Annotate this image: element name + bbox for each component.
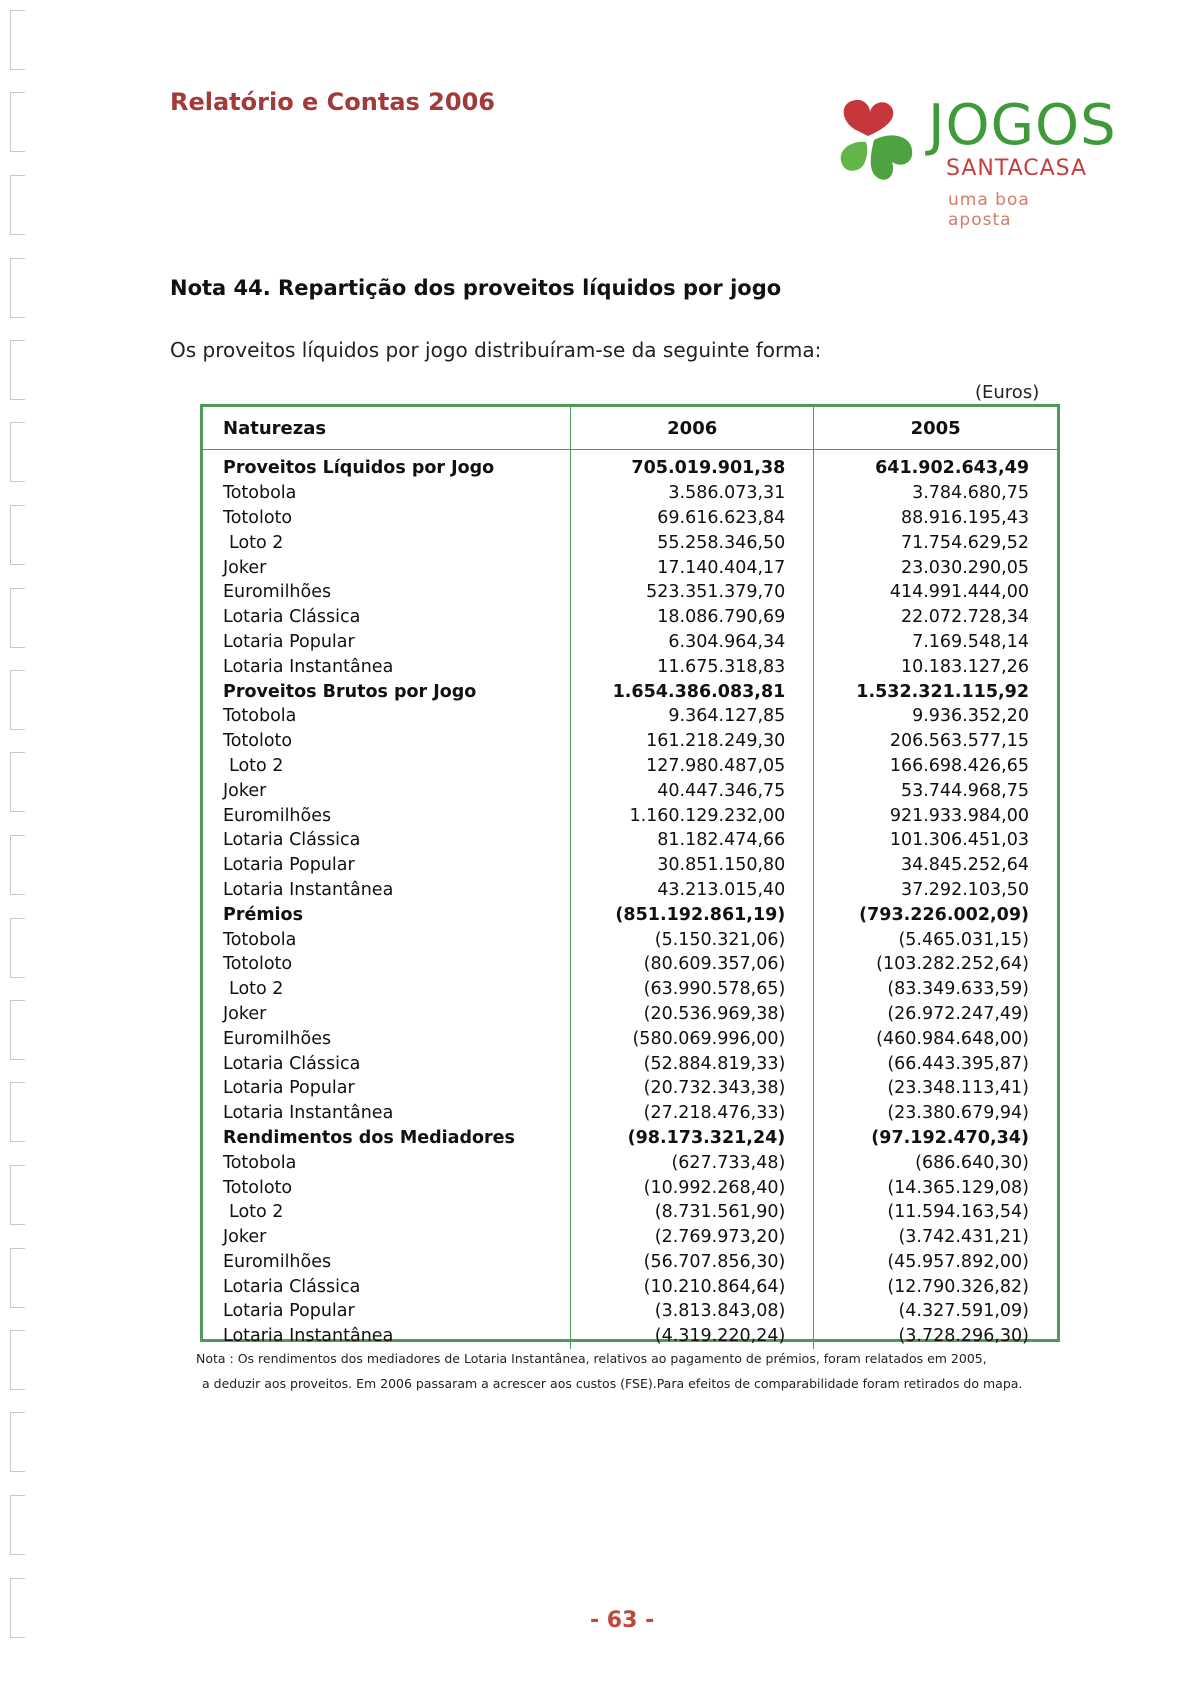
value-2005: (26.972.247,49) bbox=[814, 1002, 1057, 1027]
value-2006: (5.150.321,06) bbox=[571, 927, 814, 952]
table-row bbox=[203, 506, 1057, 531]
page-number: - 63 - bbox=[590, 1608, 655, 1633]
table-row bbox=[203, 1175, 1057, 1200]
table-row bbox=[203, 952, 1057, 977]
value-2005: 921.933.984,00 bbox=[814, 803, 1057, 828]
value-2006: 523.351.379,70 bbox=[571, 580, 814, 605]
value-2006: (10.992.268,40) bbox=[571, 1175, 814, 1200]
value-2006: (2.769.973,20) bbox=[571, 1225, 814, 1250]
row-label: Totobola bbox=[223, 706, 297, 727]
value-2006: (63.990.578,65) bbox=[571, 977, 814, 1002]
row-label: Lotaria Clássica bbox=[223, 1053, 361, 1074]
note-title: Nota 44. Repartição dos proveitos líquidos por jogo bbox=[170, 276, 782, 300]
value-2006: (80.609.357,06) bbox=[571, 952, 814, 977]
table-row bbox=[203, 530, 1057, 555]
value-2006: 17.140.404,17 bbox=[571, 555, 814, 580]
value-2006: 18.086.790,69 bbox=[571, 605, 814, 630]
row-label: Euromilhões bbox=[223, 582, 332, 603]
value-2006: 9.364.127,85 bbox=[571, 704, 814, 729]
table-row bbox=[203, 1250, 1057, 1275]
col-header-2005: 2005 bbox=[814, 407, 1057, 450]
row-label: Joker bbox=[223, 1003, 267, 1024]
table-row bbox=[203, 1051, 1057, 1076]
value-2006: (52.884.819,33) bbox=[571, 1051, 814, 1076]
table-row bbox=[203, 555, 1057, 580]
value-2005: 206.563.577,15 bbox=[814, 729, 1057, 754]
col-header-2006: 2006 bbox=[571, 407, 814, 450]
table-row bbox=[203, 778, 1057, 803]
clover-logo-icon bbox=[830, 94, 925, 184]
value-2006: (98.173.321,24) bbox=[571, 1126, 814, 1151]
col-header-naturezas: Naturezas bbox=[203, 407, 571, 450]
row-label: Loto 2 bbox=[229, 1202, 284, 1223]
table-row bbox=[203, 1324, 1057, 1349]
table-row bbox=[203, 1150, 1057, 1175]
value-2006: (851.192.861,19) bbox=[571, 902, 814, 927]
row-label: Loto 2 bbox=[229, 755, 284, 776]
row-label: Totobola bbox=[223, 1152, 297, 1173]
table-row bbox=[203, 729, 1057, 754]
row-label: Lotaria Popular bbox=[223, 1301, 355, 1322]
table-row bbox=[203, 803, 1057, 828]
table-row bbox=[203, 450, 1057, 481]
row-label: Lotaria Instantânea bbox=[223, 1103, 394, 1124]
row-label: Totoloto bbox=[223, 731, 293, 752]
row-label: Rendimentos dos Mediadores bbox=[223, 1127, 515, 1148]
row-label: Prémios bbox=[223, 904, 303, 925]
value-2006: (3.813.843,08) bbox=[571, 1299, 814, 1324]
revenue-table bbox=[200, 404, 1060, 1347]
row-label: Joker bbox=[223, 1227, 267, 1248]
table-row bbox=[203, 1101, 1057, 1126]
row-label: Lotaria Instantânea bbox=[223, 879, 394, 900]
value-2005: 101.306.451,03 bbox=[814, 828, 1057, 853]
value-2006: 40.447.346,75 bbox=[571, 778, 814, 803]
table-row bbox=[203, 878, 1057, 903]
value-2006: 1.654.386.083,81 bbox=[571, 679, 814, 704]
value-2005: (460.984.648,00) bbox=[814, 1026, 1057, 1051]
value-2006: (27.218.476,33) bbox=[571, 1101, 814, 1126]
table-row bbox=[203, 1200, 1057, 1225]
row-label: Totobola bbox=[223, 929, 297, 950]
logo-slogan: uma boa aposta bbox=[948, 190, 1030, 230]
table-row bbox=[203, 927, 1057, 952]
table-row bbox=[203, 704, 1057, 729]
value-2006: (20.732.343,38) bbox=[571, 1076, 814, 1101]
row-label: Loto 2 bbox=[229, 979, 284, 1000]
table-row bbox=[203, 630, 1057, 655]
value-2005: 3.784.680,75 bbox=[814, 481, 1057, 506]
table-row bbox=[203, 853, 1057, 878]
value-2006: (4.319.220,24) bbox=[571, 1324, 814, 1349]
value-2005: 22.072.728,34 bbox=[814, 605, 1057, 630]
unit-label: (Euros) bbox=[975, 382, 1040, 403]
footnote bbox=[196, 1346, 1022, 1396]
value-2005: (23.380.679,94) bbox=[814, 1101, 1057, 1126]
row-label: Totoloto bbox=[223, 507, 293, 528]
table-row bbox=[203, 1076, 1057, 1101]
value-2005: (45.957.892,00) bbox=[814, 1250, 1057, 1275]
row-label: Loto 2 bbox=[229, 532, 284, 553]
value-2005: 34.845.252,64 bbox=[814, 853, 1057, 878]
value-2005: 10.183.127,26 bbox=[814, 654, 1057, 679]
value-2005: 7.169.548,14 bbox=[814, 630, 1057, 655]
value-2005: (11.594.163,54) bbox=[814, 1200, 1057, 1225]
value-2006: (10.210.864,64) bbox=[571, 1274, 814, 1299]
table-row bbox=[203, 828, 1057, 853]
row-label: Lotaria Clássica bbox=[223, 1276, 361, 1297]
row-label: Joker bbox=[223, 780, 267, 801]
value-2005: (66.443.395,87) bbox=[814, 1051, 1057, 1076]
value-2006: (20.536.969,38) bbox=[571, 1002, 814, 1027]
row-label: Proveitos Líquidos por Jogo bbox=[223, 458, 495, 479]
row-label: Euromilhões bbox=[223, 1028, 332, 1049]
value-2005: (793.226.002,09) bbox=[814, 902, 1057, 927]
value-2005: (23.348.113,41) bbox=[814, 1076, 1057, 1101]
table-row bbox=[203, 1225, 1057, 1250]
logo-brand-subtext: SANTACASA bbox=[946, 156, 1088, 181]
row-label: Lotaria Clássica bbox=[223, 830, 361, 851]
table-row bbox=[203, 977, 1057, 1002]
value-2006: 81.182.474,66 bbox=[571, 828, 814, 853]
row-label: Euromilhões bbox=[223, 805, 332, 826]
value-2005: (97.192.470,34) bbox=[814, 1126, 1057, 1151]
value-2005: 414.991.444,00 bbox=[814, 580, 1057, 605]
value-2006: 43.213.015,40 bbox=[571, 878, 814, 903]
table-row bbox=[203, 1126, 1057, 1151]
value-2005: 37.292.103,50 bbox=[814, 878, 1057, 903]
note-intro: Os proveitos líquidos por jogo distribuíram-se da seguinte forma: bbox=[170, 338, 822, 362]
row-label: Totoloto bbox=[223, 954, 293, 975]
value-2006: 1.160.129.232,00 bbox=[571, 803, 814, 828]
value-2005: (3.728.296,30) bbox=[814, 1324, 1057, 1349]
row-label: Proveitos Brutos por Jogo bbox=[223, 681, 477, 702]
row-label: Lotaria Instantânea bbox=[223, 1326, 394, 1347]
table-row bbox=[203, 754, 1057, 779]
table-row bbox=[203, 1274, 1057, 1299]
table-row bbox=[203, 902, 1057, 927]
row-label: Totobola bbox=[223, 483, 297, 504]
value-2005: 641.902.643,49 bbox=[814, 450, 1057, 481]
table-header-row bbox=[203, 407, 1057, 450]
value-2006: 6.304.964,34 bbox=[571, 630, 814, 655]
value-2005: 53.744.968,75 bbox=[814, 778, 1057, 803]
value-2005: 166.698.426,65 bbox=[814, 754, 1057, 779]
table-row bbox=[203, 580, 1057, 605]
value-2006: (56.707.856,30) bbox=[571, 1250, 814, 1275]
table-row bbox=[203, 1002, 1057, 1027]
logo-brand-text: JOGOS bbox=[928, 93, 1117, 158]
value-2005: (4.327.591,09) bbox=[814, 1299, 1057, 1324]
value-2005: (3.742.431,21) bbox=[814, 1225, 1057, 1250]
row-label: Lotaria Popular bbox=[223, 1078, 355, 1099]
value-2005: 23.030.290,05 bbox=[814, 555, 1057, 580]
report-title: Relatório e Contas 2006 bbox=[170, 88, 495, 116]
value-2005: (103.282.252,64) bbox=[814, 952, 1057, 977]
table-row bbox=[203, 1299, 1057, 1324]
value-2005: (12.790.326,82) bbox=[814, 1274, 1057, 1299]
row-label: Joker bbox=[223, 557, 267, 578]
table-row bbox=[203, 654, 1057, 679]
value-2005: 88.916.195,43 bbox=[814, 506, 1057, 531]
row-label: Lotaria Clássica bbox=[223, 607, 361, 628]
value-2005: (5.465.031,15) bbox=[814, 927, 1057, 952]
value-2006: 3.586.073,31 bbox=[571, 481, 814, 506]
value-2006: (627.733,48) bbox=[571, 1150, 814, 1175]
row-label: Lotaria Instantânea bbox=[223, 656, 394, 677]
value-2006: 69.616.623,84 bbox=[571, 506, 814, 531]
row-label: Lotaria Popular bbox=[223, 631, 355, 652]
value-2005: (83.349.633,59) bbox=[814, 977, 1057, 1002]
row-label: Lotaria Popular bbox=[223, 855, 355, 876]
value-2006: (8.731.561,90) bbox=[571, 1200, 814, 1225]
value-2005: 71.754.629,52 bbox=[814, 530, 1057, 555]
table-row bbox=[203, 481, 1057, 506]
jogos-santacasa-logo bbox=[830, 90, 1117, 230]
row-label: Totoloto bbox=[223, 1177, 293, 1198]
value-2005: (686.640,30) bbox=[814, 1150, 1057, 1175]
value-2005: 9.936.352,20 bbox=[814, 704, 1057, 729]
value-2006: 30.851.150,80 bbox=[571, 853, 814, 878]
table-row bbox=[203, 1026, 1057, 1051]
value-2006: 11.675.318,83 bbox=[571, 654, 814, 679]
footnote-line-1: Nota : Os rendimentos dos mediadores de Lotaria Instantânea, relativos ao pagamento de prémios, foram relatados em 2005, bbox=[196, 1351, 987, 1366]
value-2006: 705.019.901,38 bbox=[571, 450, 814, 481]
table-row bbox=[203, 605, 1057, 630]
value-2005: 1.532.321.115,92 bbox=[814, 679, 1057, 704]
row-label: Euromilhões bbox=[223, 1251, 332, 1272]
value-2006: 55.258.346,50 bbox=[571, 530, 814, 555]
table-row bbox=[203, 679, 1057, 704]
value-2006: (580.069.996,00) bbox=[571, 1026, 814, 1051]
footnote-line-2: a deduzir aos proveitos. Em 2006 passaram a acrescer aos custos (FSE).Para efeitos de comparabilidade foram retirados do mapa. bbox=[202, 1376, 1023, 1391]
value-2005: (14.365.129,08) bbox=[814, 1175, 1057, 1200]
value-2006: 161.218.249,30 bbox=[571, 729, 814, 754]
value-2006: 127.980.487,05 bbox=[571, 754, 814, 779]
